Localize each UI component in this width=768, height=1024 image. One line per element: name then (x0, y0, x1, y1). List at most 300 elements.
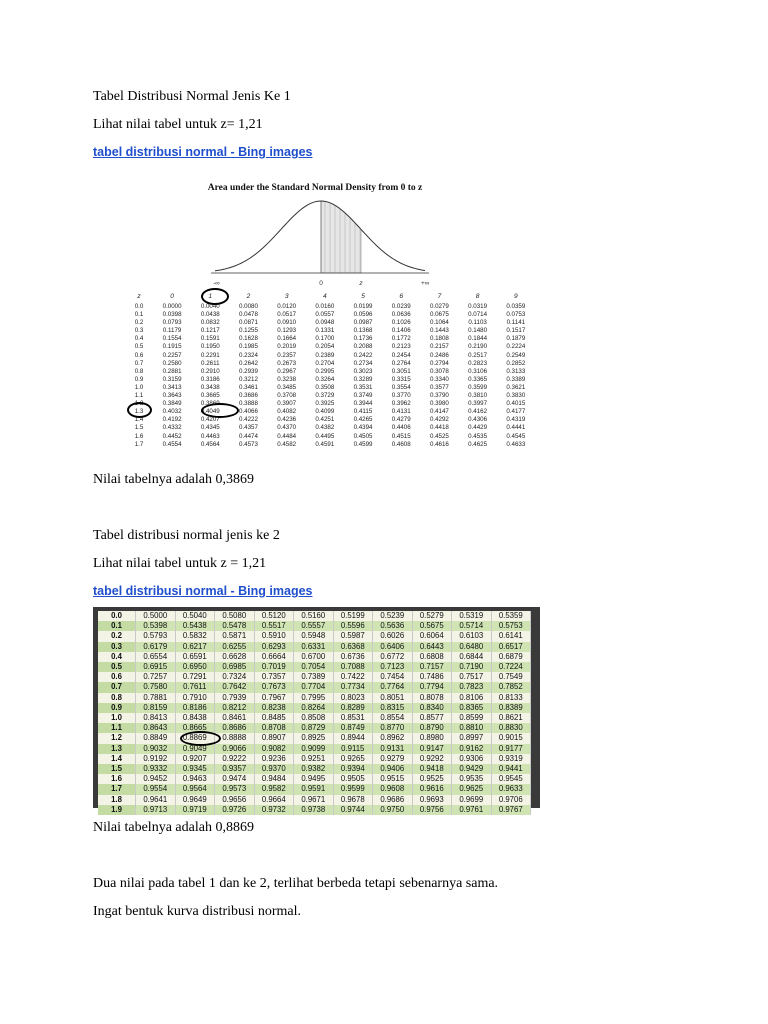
table-cell: 0.0160 (315, 303, 335, 310)
table-cell: 0.3264 (315, 375, 335, 383)
table-row (98, 621, 531, 631)
table-cell: 0.9744 (333, 805, 373, 815)
table-cell: 0.6736 (333, 652, 373, 662)
table-cell: 0.7852 (491, 682, 531, 692)
table-cell: 0.3078 (429, 367, 449, 375)
table-cell: 0.3133 (506, 367, 526, 375)
table-cell: 0.5199 (333, 611, 373, 621)
table-cell: 0.2123 (391, 343, 411, 351)
table-cell: 0.9706 (491, 795, 531, 805)
table-cell: 0.8438 (175, 713, 215, 723)
table-cell: 0.9693 (412, 795, 452, 805)
table-cell: 0.8925 (294, 733, 334, 743)
table-cell: 0.8413 (136, 713, 176, 723)
highlight-circle-column-1 (201, 288, 229, 305)
table-cell: 0.4279 (391, 416, 411, 424)
table-cell: 0.0987 (353, 319, 373, 327)
z-label-cell: 0.7 (134, 359, 144, 367)
table-cell: 0.2823 (468, 359, 488, 367)
table-cell: 0.4515 (391, 432, 411, 440)
table-cell: 0.3315 (391, 375, 411, 383)
table-cell: 0.5000 (136, 611, 176, 621)
table-cell: 0.1985 (239, 343, 258, 351)
z-label-cell: 0.4 (134, 335, 144, 343)
table-cell: 0.6293 (254, 642, 294, 652)
table-cell: 0.1736 (353, 335, 373, 343)
table-cell: 0.4418 (429, 424, 449, 432)
z-label-cell: 0.8 (98, 693, 136, 703)
table-cell: 0.9406 (373, 764, 413, 774)
z-label-cell: 0.2 (134, 319, 144, 327)
table-row (125, 392, 535, 400)
table-cell: 0.7257 (136, 672, 176, 682)
table-cell: 0.1808 (429, 335, 449, 343)
table-cell: 0.7642 (215, 682, 255, 692)
table-cell: 0.3159 (162, 375, 182, 383)
table-cell: 0.8962 (373, 733, 413, 743)
table-cell: 0.3485 (277, 383, 297, 391)
table-cell: 0.5636 (373, 621, 413, 631)
table-cell: 0.2517 (468, 351, 488, 359)
table-cell: 0.9332 (136, 764, 176, 774)
table-row (98, 693, 531, 703)
table-cell: 0.9495 (294, 774, 334, 784)
table-cell: 0.3212 (239, 375, 258, 383)
table-cell: 0.3554 (391, 383, 411, 391)
table-cell: 0.9319 (491, 754, 531, 764)
z-label-cell: 1.7 (134, 440, 144, 448)
table-cell: 0.8749 (333, 723, 373, 733)
table-cell: 0.4474 (239, 432, 258, 440)
table-cell: 0.5398 (136, 621, 176, 631)
table-cell: 0.8238 (254, 703, 294, 713)
table-cell: 0.2734 (353, 359, 373, 367)
table-1-header-col: 6 (399, 293, 404, 300)
table-cell: 0.9131 (373, 744, 413, 754)
table-cell: 0.2642 (239, 359, 258, 367)
table-cell: 0.9418 (412, 764, 452, 774)
bing-images-link-2[interactable]: tabel distribusi normal - Bing images (93, 584, 313, 598)
table-cell: 0.9535 (452, 774, 492, 784)
table-cell: 0.0319 (468, 303, 488, 310)
table-cell: 0.1064 (429, 319, 449, 327)
table-cell: 0.8907 (254, 733, 294, 743)
z-label-cell: 0.3 (134, 327, 144, 335)
table-row (98, 733, 531, 743)
z-label-cell: 1.0 (134, 383, 144, 391)
table-cell: 0.7486 (412, 672, 452, 682)
table-cell: 0.2611 (201, 359, 220, 367)
normal-table-figure-1 (125, 177, 535, 459)
table-cell: 0.9664 (254, 795, 294, 805)
table-row (125, 311, 535, 319)
table-row (125, 368, 535, 376)
table-cell: 0.6480 (452, 642, 492, 652)
axis-label-plus-infinity: +∞ (421, 280, 430, 287)
table-cell: 0.3438 (200, 383, 220, 391)
table-cell: 0.7823 (452, 682, 492, 692)
table-cell: 0.2995 (315, 367, 335, 375)
table-cell: 0.9525 (412, 774, 452, 784)
table-cell: 0.5438 (175, 621, 215, 631)
table-row (125, 384, 535, 392)
table-row (98, 805, 531, 815)
table-cell: 0.5080 (215, 611, 255, 621)
table-cell: 0.3849 (162, 400, 182, 408)
table-cell: 0.9236 (254, 754, 294, 764)
table-cell: 0.3599 (468, 383, 488, 391)
table-cell: 0.6179 (136, 642, 176, 652)
table-cell: 0.9394 (333, 764, 373, 774)
table-cell: 0.6517 (491, 642, 531, 652)
z-label-cell: 1.9 (98, 805, 136, 815)
table-cell: 0.5359 (491, 611, 531, 621)
table-cell: 0.5279 (412, 611, 452, 621)
table-cell: 0.0871 (239, 319, 258, 327)
table-cell: 0.6331 (294, 642, 334, 652)
table-cell: 0.0000 (162, 303, 182, 310)
table-cell: 0.9554 (136, 784, 176, 794)
table-cell: 0.5871 (215, 631, 255, 641)
table-cell: 0.2088 (353, 343, 373, 351)
z-label-cell: 1.3 (134, 408, 144, 416)
table-cell: 0.9750 (373, 805, 413, 815)
table-cell: 0.2910 (200, 367, 220, 375)
table-cell: 0.2054 (315, 343, 335, 351)
table-cell: 0.3944 (353, 400, 373, 408)
table-cell: 0.8159 (136, 703, 176, 713)
table-cell: 0.9177 (491, 744, 531, 754)
table-1-header-col: 1 (208, 293, 213, 300)
table-cell: 0.1844 (468, 335, 488, 343)
table-cell: 0.4265 (353, 416, 373, 424)
table-row (125, 360, 535, 368)
table-1-header-col: 9 (514, 293, 518, 300)
table-cell: 0.4370 (277, 424, 297, 432)
z-label-cell: 1.7 (98, 784, 136, 794)
table-cell: 0.2190 (468, 343, 488, 351)
table-1-header-z: z (137, 293, 141, 300)
table-cell: 0.2157 (429, 343, 449, 351)
table-cell: 0.9738 (294, 805, 334, 815)
figure-1-title: Area under the Standard Normal Density from 0 to z (207, 183, 423, 193)
table-cell: 0.1141 (506, 319, 526, 327)
table-cell: 0.4032 (162, 408, 182, 416)
z-label-cell: 1.1 (98, 723, 136, 733)
table-cell: 0.9641 (136, 795, 176, 805)
table-cell: 0.3577 (429, 383, 449, 391)
z-label-cell: 0.6 (134, 351, 144, 359)
table-cell: 0.0517 (277, 311, 297, 319)
table-cell: 0.4545 (506, 432, 526, 440)
table-cell: 0.8389 (491, 703, 531, 713)
table-cell: 0.2967 (277, 367, 297, 375)
table-cell: 0.2794 (429, 359, 449, 367)
table-cell: 0.7881 (136, 693, 176, 703)
table-cell: 0.9452 (136, 774, 176, 784)
table-cell: 0.9429 (452, 764, 492, 774)
z-label-cell: 0.7 (98, 682, 136, 692)
table-cell: 0.9656 (215, 795, 255, 805)
table-cell: 0.1406 (391, 327, 411, 335)
table-cell: 0.1772 (391, 335, 411, 343)
table-cell: 0.3340 (429, 375, 449, 383)
table-cell: 0.7734 (333, 682, 373, 692)
table-cell: 0.2257 (162, 351, 182, 359)
table-cell: 0.4564 (200, 440, 220, 448)
table-cell: 0.8264 (294, 703, 334, 713)
table-1-header-col: 2 (246, 293, 251, 300)
table-cell: 0.2486 (429, 351, 449, 359)
table-cell: 0.0596 (353, 311, 373, 319)
table-cell: 0.7123 (373, 662, 413, 672)
table-cell: 0.4525 (429, 432, 449, 440)
table-1-header-col: 3 (284, 293, 289, 300)
table-cell: 0.9115 (333, 744, 373, 754)
table-cell: 0.2224 (506, 343, 526, 351)
table-cell: 0.5793 (136, 631, 176, 641)
table-cell: 0.7611 (175, 682, 215, 692)
table-cell: 0.9732 (254, 805, 294, 815)
table-cell: 0.8643 (136, 723, 176, 733)
table-cell: 0.9251 (294, 754, 334, 764)
heading-table-type-2: Tabel distribusi normal jenis ke 2 (93, 528, 280, 543)
z-label-cell: 1.3 (98, 744, 136, 754)
table-cell: 0.9049 (175, 744, 215, 754)
table-cell: 0.0120 (277, 303, 297, 310)
table-cell: 0.4192 (162, 416, 182, 424)
table-cell: 0.4463 (200, 432, 220, 440)
table-cell: 0.9279 (373, 754, 413, 764)
table-cell: 0.9756 (412, 805, 452, 815)
table-cell: 0.4049 (200, 408, 220, 416)
table-cell: 0.4131 (391, 408, 411, 416)
table-cell: 0.6628 (215, 652, 255, 662)
table-cell: 0.3907 (277, 400, 297, 408)
normal-table-2 (98, 611, 531, 815)
table-cell: 0.3508 (315, 383, 335, 391)
table-cell: 0.4177 (506, 408, 526, 416)
table-cell: 0.9032 (136, 744, 176, 754)
table-cell: 0.1480 (468, 327, 488, 335)
table-cell: 0.3106 (468, 367, 488, 375)
table-cell: 0.0753 (506, 311, 526, 319)
table-cell: 0.7422 (333, 672, 373, 682)
table-cell: 0.9608 (373, 784, 413, 794)
table-cell: 0.8531 (333, 713, 373, 723)
table-cell: 0.3365 (468, 375, 488, 383)
table-row (98, 784, 531, 794)
table-row (125, 424, 535, 432)
table-cell: 0.6255 (215, 642, 255, 652)
table-cell: 0.4222 (239, 416, 258, 424)
table-cell: 0.7019 (254, 662, 294, 672)
z-label-cell: 0.0 (134, 303, 144, 310)
table-cell: 0.9147 (412, 744, 452, 754)
table-cell: 0.1664 (277, 335, 297, 343)
table-cell: 0.2324 (239, 351, 258, 359)
table-cell: 0.8186 (175, 703, 215, 713)
table-cell: 0.0478 (239, 311, 258, 319)
table-row (98, 682, 531, 692)
table-row (125, 408, 535, 416)
table-cell: 0.5478 (215, 621, 255, 631)
table-cell: 0.7157 (412, 662, 452, 672)
table-cell: 0.1293 (277, 327, 297, 335)
result-table-2: Nilai tabelnya adalah 0,8869 (93, 820, 254, 835)
table-cell: 0.8708 (254, 723, 294, 733)
z-label-cell: 0.5 (98, 662, 136, 672)
table-row (98, 764, 531, 774)
table-cell: 0.8888 (215, 733, 255, 743)
table-cell: 0.0557 (315, 311, 335, 319)
table-cell: 0.4394 (353, 424, 373, 432)
table-cell: 0.4554 (162, 440, 182, 448)
table-cell: 0.6064 (412, 631, 452, 641)
table-cell: 0.8023 (333, 693, 373, 703)
table-cell: 0.2291 (200, 351, 220, 359)
table-cell: 0.2422 (353, 351, 373, 359)
z-label-cell: 0.6 (98, 672, 136, 682)
table-cell: 0.7995 (294, 693, 334, 703)
z-label-cell: 0.8 (134, 367, 144, 375)
table-row (125, 416, 535, 424)
table-cell: 0.2764 (391, 359, 411, 367)
table-cell: 0.9265 (333, 754, 373, 764)
table-cell: 0.2454 (391, 351, 411, 359)
table-cell: 0.9357 (215, 764, 255, 774)
table-row (125, 303, 535, 311)
bell-curve-group (211, 201, 429, 273)
z-label-cell: 1.6 (134, 432, 144, 440)
table-cell: 0.2549 (506, 351, 526, 359)
table-cell: 0.4162 (468, 408, 488, 416)
result-table-1: Nilai tabelnya adalah 0,3869 (93, 472, 254, 487)
table-cell: 0.9616 (412, 784, 452, 794)
table-row (125, 327, 535, 335)
table-cell: 0.7910 (175, 693, 215, 703)
z-label-cell: 1.8 (98, 795, 136, 805)
table-cell: 0.8849 (136, 733, 176, 743)
z-label-cell: 0.0 (98, 611, 136, 621)
table-cell: 0.9292 (412, 754, 452, 764)
table-cell: 0.3413 (162, 383, 182, 391)
table-cell: 0.4452 (162, 432, 182, 440)
table-cell: 0.4319 (506, 416, 526, 424)
table-cell: 0.6700 (294, 652, 334, 662)
table-row (125, 400, 535, 408)
table-cell: 0.5596 (333, 621, 373, 631)
table-cell: 0.6844 (452, 652, 492, 662)
table-cell: 0.9678 (333, 795, 373, 805)
table-cell: 0.7967 (254, 693, 294, 703)
z-label-cell: 1.4 (98, 754, 136, 764)
table-cell: 0.2704 (315, 359, 335, 367)
table-cell: 0.4582 (277, 440, 297, 448)
table-cell: 0.9345 (175, 764, 215, 774)
table-cell: 0.9441 (491, 764, 531, 774)
table-cell: 0.6664 (254, 652, 294, 662)
table-cell: 0.9625 (452, 784, 492, 794)
table-cell: 0.1331 (315, 327, 335, 335)
table-1-header-col: 5 (361, 293, 365, 300)
table-cell: 0.4608 (391, 440, 411, 448)
table-cell: 0.4147 (429, 408, 449, 416)
axis-label-zero: 0 (319, 280, 323, 287)
table-cell: 0.3686 (239, 392, 258, 400)
z-label-cell: 1.0 (98, 713, 136, 723)
table-row (98, 754, 531, 764)
table-cell: 0.1255 (239, 327, 258, 335)
table-cell: 0.3621 (506, 383, 526, 391)
table-cell: 0.3461 (239, 383, 258, 391)
table-cell: 0.8554 (373, 713, 413, 723)
z-label-cell: 0.9 (98, 703, 136, 713)
table-1-header-row (125, 290, 535, 303)
table-cell: 0.7580 (136, 682, 176, 692)
table-cell: 0.4292 (429, 416, 449, 424)
z-label-cell: 1.2 (98, 733, 136, 743)
table-cell: 0.9633 (491, 784, 531, 794)
table-cell: 0.8830 (491, 723, 531, 733)
z-label-cell: 0.9 (134, 375, 144, 383)
table-cell: 0.4616 (429, 440, 449, 448)
table-cell: 0.8997 (452, 733, 492, 743)
table-cell: 0.4535 (468, 432, 488, 440)
table-cell: 0.5753 (491, 621, 531, 631)
table-cell: 0.9671 (294, 795, 334, 805)
table-cell: 0.4099 (315, 408, 335, 416)
table-cell: 0.3186 (200, 375, 220, 383)
table-1-header-col: 7 (437, 293, 442, 300)
table-cell: 0.3770 (391, 392, 411, 400)
table-cell: 0.0239 (391, 303, 411, 310)
table-cell: 0.2389 (315, 351, 335, 359)
table-cell: 0.9505 (333, 774, 373, 784)
table-cell: 0.5910 (254, 631, 294, 641)
table-cell: 0.9599 (333, 784, 373, 794)
table-cell: 0.1217 (200, 327, 220, 335)
table-cell: 0.8051 (373, 693, 413, 703)
z-label-cell: 0.5 (134, 343, 144, 351)
normal-table-figure-2 (93, 607, 540, 814)
table-row (98, 631, 531, 641)
table-cell: 0.0080 (239, 303, 258, 310)
table-cell: 0.9761 (452, 805, 492, 815)
table-cell: 0.7673 (254, 682, 294, 692)
table-cell: 0.9573 (215, 784, 255, 794)
table-cell: 0.6879 (491, 652, 531, 662)
table-cell: 0.7291 (175, 672, 215, 682)
table-cell: 0.7454 (373, 672, 413, 682)
table-cell: 0.9222 (215, 754, 255, 764)
z-label-cell: 0.2 (98, 631, 136, 641)
table-cell: 0.1368 (353, 327, 373, 335)
table-cell: 0.6985 (215, 662, 255, 672)
table-cell: 0.3997 (468, 400, 488, 408)
table-cell: 0.4599 (353, 440, 373, 448)
table-row (125, 441, 535, 449)
table-cell: 0.8729 (294, 723, 334, 733)
table-cell: 0.4066 (239, 408, 258, 416)
bing-images-link-1[interactable]: tabel distribusi normal - Bing images (93, 145, 313, 159)
table-cell: 0.0793 (162, 319, 182, 327)
table-cell: 0.8665 (175, 723, 215, 733)
table-cell: 0.8577 (412, 713, 452, 723)
table-cell: 0.6772 (373, 652, 413, 662)
table-cell: 0.0438 (200, 311, 220, 319)
table-row (98, 795, 531, 805)
